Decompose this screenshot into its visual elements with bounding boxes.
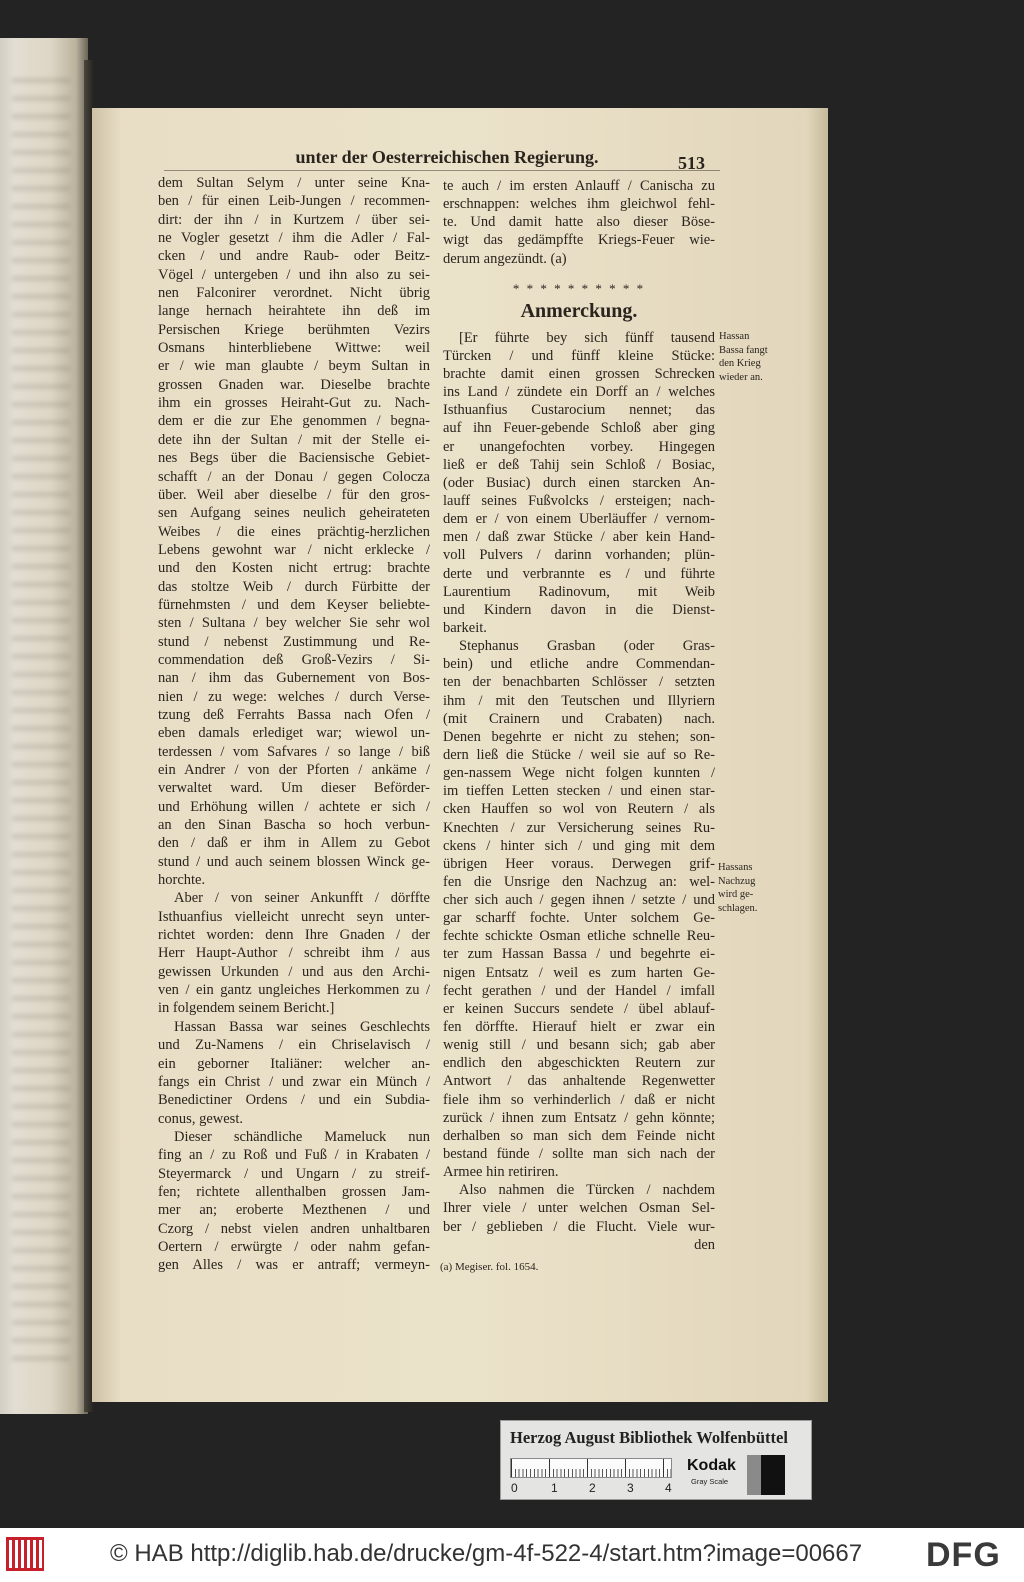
text-line: er unangefochten vorbey. Hingegen: [443, 438, 715, 455]
text-line: ter zum Hassan Bassa / und begehrte ei-: [443, 946, 715, 963]
text-line: cken Hauffen so wol von Reutern / als: [443, 801, 715, 818]
text-line: nan / ihm das Gubernement von Bos-: [158, 670, 430, 687]
text-line: und Kindern davon in die Dienst-: [443, 601, 715, 618]
text-line: Also nahmen die Türcken / nachdem: [459, 1182, 715, 1199]
text-line: gewissen Urkunden / und aus den Archi-: [158, 963, 430, 980]
text-line: nes Begs über die Baciensische Gebiet-: [158, 450, 430, 467]
text-line: dem er die zur Ehe genommen / begna-: [158, 413, 430, 430]
text-line: cken / und andre Raub- oder Beitz-: [158, 248, 430, 265]
ruler-number: 2: [589, 1481, 596, 1495]
text-line: ven / ein gantz ungleiches Herkommen zu /: [158, 982, 430, 999]
text-line: Benedictiner Ordens / und ein Subdia-: [158, 1092, 430, 1109]
text-line: über. Weil aber dieselbe / für den gros-: [158, 486, 430, 503]
credit-text: © HAB http://diglib.hab.de/drucke/gm-4f-522-4/start.htm?image=00667: [110, 1540, 863, 1567]
text-line: fen; richtete allenthalben grossen Jam-: [158, 1183, 430, 1200]
text-line: gen Alles / was er antraff; vermeyn-: [158, 1257, 430, 1274]
ruler-number: 4: [665, 1481, 672, 1495]
text-line: Dieser schändliche Mameluck nun: [174, 1128, 430, 1145]
section-separator: * * * * * * * * * *: [512, 280, 646, 296]
text-line: nen Falconirer verordnet. Nicht übrig: [158, 285, 430, 302]
text-line: te auch / im ersten Anlauff / Canischa zu: [443, 178, 715, 194]
text-line: fechte schickte Osman etliche schnelle Reu-: [443, 928, 715, 945]
text-line: fen die Unsrige den Nachzug an: wel-: [443, 873, 715, 890]
text-line: horchte.: [158, 872, 206, 889]
text-line: fürnehmsten / und dem Keyser beliebte-: [158, 596, 430, 613]
text-line: brachte damit einen grossen Schrecken: [443, 365, 715, 382]
text-line: eben damals erlediget war; wiewol un-: [158, 725, 430, 742]
paragraph: [158, 174, 430, 889]
text-line: ein geborner Italiäner: welcher an-: [158, 1055, 430, 1072]
margin-note: [718, 861, 757, 916]
ruler-number: 1: [551, 1481, 558, 1495]
text-line: sen Aufgang seines neulich geheirateten: [158, 505, 430, 522]
text-line: commendation deß Groß-Vezirs / Si-: [158, 651, 430, 668]
text-line: cher sich auch / gegen ihnen / setzte / und: [443, 892, 715, 909]
book-page: [92, 108, 828, 1402]
text-line: Herr Haupt-Author / schreibt ihm / aus: [158, 945, 430, 962]
text-line: Isthuanfius vielleicht unrecht seyn unter-: [158, 908, 430, 925]
text-line: und Zu-Namens / ein Chriselavisch /: [158, 1037, 430, 1054]
footer-bar: [0, 1528, 1024, 1582]
text-line: lange hernach heirahtete ihn deß im: [158, 303, 430, 320]
ruler-number: 3: [627, 1481, 634, 1495]
text-line: übrigen Heer voraus. Derwegen grif-: [443, 855, 715, 872]
text-line: nigen Entsatz / weil es zum harten Ge-: [443, 964, 715, 981]
text-line: dirt: der ihn / in Kurtzem / über sei-: [158, 211, 430, 228]
text-line: sten / Sultana / bey welcher Sie sehr wol: [158, 615, 430, 632]
text-line: auf ihn Feuer-gebende Schloß aber ging: [443, 420, 715, 437]
text-line: (oder Busiac) durch einen starcken An-: [443, 474, 715, 491]
text-line: gen-nassem Wege nicht folgen kunnten /: [443, 765, 715, 782]
text-line: tzung deß Ferrahts Bassa nach Ofen /: [158, 706, 430, 723]
text-line: Stephanus Grasban (oder Gras-: [459, 638, 715, 655]
catchword: den: [694, 1236, 715, 1253]
footnote: (a) Megiser. fol. 1654.: [440, 1261, 539, 1273]
text-line: dern ließ die Stücke / weil sie auf so Re-: [443, 746, 715, 763]
margin-note-line: Nachzug: [718, 875, 756, 887]
text-line: dem Sultan Selym / unter seine Kna-: [158, 175, 430, 191]
gray-scale-label: Gray Scale: [691, 1477, 729, 1486]
text-line: derte und verbrannte es / und führte: [443, 565, 715, 582]
text-line: ein Andrer / von der Pforten / ankäme /: [158, 762, 430, 778]
text-line: Czorg / nebst vielen andren unhaltbaren: [158, 1220, 430, 1237]
text-line: ne Vogler gesetzt / ihm die Adler / Fal-: [158, 230, 430, 247]
text-line: Laurentium Radinovum, mit Weib: [443, 583, 715, 600]
black-patch: [761, 1455, 785, 1495]
left-column: [158, 174, 430, 1275]
text-line: grossen Gnaden war. Dieselbe brachte: [158, 376, 430, 393]
annotation-text: [443, 329, 715, 1236]
text-line: Antwort / das anhaltende Regenwetter: [443, 1073, 715, 1090]
continued-text: [443, 177, 715, 268]
section-heading: Anmerckung.: [520, 299, 638, 322]
paragraph: [443, 329, 715, 637]
text-line: ben / für einen Leib-Jungen / recommen-: [158, 193, 430, 210]
margin-note: [719, 330, 768, 385]
text-line: mer an; eroberte Mezthenen / und: [158, 1202, 430, 1219]
text-line: an den Sinan Bascha so hoch verbun-: [158, 817, 430, 834]
text-line: wigt das gedämpffte Kriegs-Feuer wie-: [443, 232, 715, 249]
paragraph: [158, 889, 430, 1017]
margin-note-line: wird ge-: [718, 889, 754, 901]
text-line: richtet worden: denn Ihre Gnaden / der: [158, 927, 430, 944]
text-line: men / daß zwar Stücke / aber kein Hand-: [443, 529, 715, 546]
text-line: ließ er deß Tahij sein Schloß / Bosiac,: [443, 456, 715, 473]
hab-logo-icon: [6, 1537, 44, 1571]
text-line: schafft / an der Donau / gegen Colocza: [158, 468, 430, 485]
text-line: Armee hin retiriren.: [443, 1164, 559, 1181]
text-line: stund / und auch seinem blossen Winck ge-: [158, 853, 430, 870]
text-line: in folgendem seinem Bericht.]: [158, 1000, 335, 1017]
text-line: zurück / ihnen zum Entsatz / gehn könnte;: [443, 1109, 715, 1126]
text-line: fangs ein Christ / und zwar ein Münch /: [158, 1073, 430, 1090]
page-number: 513: [678, 153, 705, 173]
text-line: Lebens gewohnt war / nicht erklecke /: [158, 541, 430, 558]
text-line: gar scharff fochte. Unter solchem Ge-: [443, 910, 715, 927]
running-title: unter der Oesterreichischen Regierung.: [295, 147, 599, 167]
text-line: das stoltze Weib / durch Fürbitte der: [158, 578, 430, 595]
library-name: Herzog August Bibliothek Wolfenbüttel: [510, 1428, 788, 1447]
text-line: er keinen Succurs sendete / übel ablauf-: [443, 1000, 715, 1017]
text-line: [Er führte bey sich fünff tausend: [459, 329, 715, 346]
text-line: wenig still / und besann sich; gab aber: [443, 1037, 715, 1054]
text-line: bestand fünde / sollte man sich nach der: [443, 1146, 715, 1163]
text-line: ihm ein grosses Heiraht-Gut zu. Nach-: [158, 395, 430, 412]
margin-note-line: Hassans: [718, 862, 753, 873]
text-line: Aber / von seiner Ankunfft / dörffte: [174, 890, 430, 907]
text-line: ten der benachbarten Schlösser / setzten: [443, 674, 715, 691]
text-line: conus, gewest.: [158, 1110, 243, 1127]
text-line: voll Pulvers / darinn vorhanden; plün-: [443, 547, 715, 564]
paragraph: [158, 1128, 430, 1275]
text-line: ihm / mit den Teutschen und Illyriern: [443, 692, 715, 709]
text-line: Vögel / untergeben / und ihn also zu sei-: [158, 266, 430, 283]
paragraph: [158, 1018, 430, 1128]
text-line: Isthuanfius Custarocium nennet; das: [443, 402, 715, 419]
text-line: ber / geblieben / die Flucht. Viele wur-: [443, 1218, 715, 1235]
text-line: stund / nebenst Zustimmung und Re-: [158, 633, 430, 650]
text-line: fiele ihm so verhinderlich / daß er nicht: [443, 1091, 715, 1108]
color-scale-card: [500, 1420, 812, 1500]
margin-note-line: Bassa fangt: [719, 344, 768, 356]
text-line: und Erhöhung willen / achtete er sich /: [158, 798, 430, 815]
text-line: endlich den abgeschickten Reutern zur: [443, 1055, 715, 1072]
text-line: fecht gerathen / und der Handel / imfall: [443, 982, 715, 999]
margin-note-line: schlagen.: [718, 903, 758, 915]
paragraph: [443, 177, 715, 268]
text-line: im tieffen Letten stecken / und einen star-: [443, 783, 715, 800]
paragraph: [443, 1181, 715, 1235]
text-line: Hassan Bassa war seines Geschlechts: [174, 1018, 430, 1035]
kodak-label: Kodak: [687, 1457, 736, 1474]
dfg-logo: DFG: [926, 1536, 1001, 1574]
text-line: dete ihn der Sultan / mit der Stelle ei-: [158, 431, 430, 448]
margin-note-line: den Krieg: [719, 358, 761, 370]
text-line: Türcken / und fünff kleine Stücke:: [443, 347, 715, 364]
text-line: ins Land / zündete ein Dorff an / welches: [443, 384, 715, 401]
text-line: Ihrer viele / unter welchen Osman Sel-: [443, 1200, 715, 1217]
gray-patch: [747, 1455, 761, 1495]
text-line: und den Kosten nicht ertrug: brachte: [158, 560, 430, 577]
text-line: Persischen Kriege berühmten Vezirs: [158, 321, 430, 338]
margin-note-line: wieder an.: [719, 372, 763, 384]
text-line: lauff seines Fußvolcks / ersteigen; nach-: [443, 492, 715, 509]
text-line: te. Und damit hatte also dieser Böse-: [443, 214, 715, 231]
paragraph: [443, 637, 715, 1181]
margin-note-line: Hassan: [719, 331, 750, 342]
right-column: [443, 177, 715, 1254]
text-line: verwaltet ward. Um dieser Beförder-: [158, 780, 430, 797]
ruler-number: 0: [511, 1481, 518, 1495]
text-line: erschnappen: welches ihm gleichwol fehl-: [443, 196, 715, 213]
text-line: terdessen / vom Safvares / so lange / biß: [158, 743, 430, 760]
text-line: Osmans hinterbliebene Wittwe: weil: [158, 340, 430, 357]
text-line: fen dörffte. Hierauf hielt er zwar ein: [443, 1019, 715, 1036]
header-rule: [164, 170, 720, 171]
text-line: derum angezündt. (a): [443, 250, 567, 267]
text-line: derhalben so man sich dem Feinde nicht: [443, 1127, 715, 1144]
text-line: dem er / von einem Uberläuffer / vernom-: [443, 511, 715, 528]
text-line: Steyermarck / und Ungarn / zu streif-: [158, 1165, 430, 1182]
text-line: Oertern / erwürgte / oder nahm gefan-: [158, 1238, 430, 1255]
text-line: fing an / zu Roß und Fuß / in Krabaten /: [158, 1147, 430, 1164]
previous-page-edge: [0, 38, 88, 1414]
text-line: Denen begehrte er nicht zu stehen; son-: [443, 728, 715, 745]
ruler: [510, 1458, 672, 1478]
text-line: den / daß er ihm in Allem zu Gebot: [158, 835, 430, 852]
text-line: ckens / hinter sich / und ging mit dem: [443, 837, 715, 854]
text-line: (mit Crainern und Crabaten) nach.: [443, 710, 715, 727]
text-line: Knechten / zur Versicherung seines Ru-: [443, 819, 715, 836]
text-line: bein) und etliche andre Commendan-: [443, 656, 715, 673]
text-line: nien / zu wege: welches / durch Verse-: [158, 688, 430, 705]
text-line: Weibes / die eines prächtig-herzlichen: [158, 523, 430, 540]
text-line: barkeit.: [443, 619, 487, 636]
text-line: er / wie man glaubte / beym Sultan in: [158, 358, 430, 375]
